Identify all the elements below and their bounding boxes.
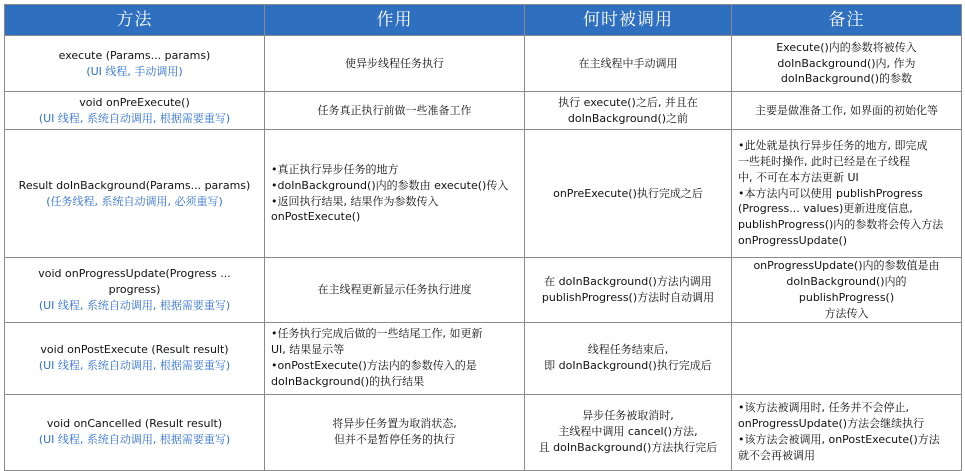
when-line: doInBackground()之前	[567, 111, 689, 125]
method-signature: void onPostExecute (Result result)	[40, 343, 229, 357]
when-cell	[525, 322, 732, 394]
remark-line: (Progress... values)更新进度信息,	[738, 202, 913, 216]
remark-line: doInBackground()内的 publishProgress()	[786, 274, 907, 304]
remark-line: Execute()内的参数将被传入	[776, 40, 917, 54]
method-cell	[5, 394, 265, 470]
method-thread-note: (UI 线程, 系统自动调用, 根据需要重写)	[38, 111, 231, 125]
header-purpose: 作用	[265, 5, 525, 36]
purpose-line: 将异步任务置为取消状态,	[332, 417, 457, 431]
when-line: 异步任务被取消时,	[582, 409, 674, 423]
method-signature: void onProgressUpdate(Progress ... progress)	[38, 266, 231, 296]
table-row	[5, 92, 962, 130]
method-thread-note: (UI 线程, 系统自动调用, 根据需要重写)	[38, 298, 231, 312]
purpose-cell	[265, 36, 525, 92]
purpose-cell	[265, 322, 525, 394]
remark-line: publishProgress()内的参数将会传入方法	[738, 218, 944, 232]
method-signature: Result doInBackground(Params... params)	[18, 178, 251, 192]
remark-line: doInBackground()的参数	[780, 72, 913, 86]
remark-line: doInBackground()内, 作为	[777, 56, 916, 70]
purpose-cell	[265, 394, 525, 470]
remark-cell	[732, 394, 962, 470]
purpose-line: •真正执行异步任务的地方	[271, 162, 399, 176]
remark-cell	[732, 322, 962, 394]
purpose-line: •任务执行完成后做的一些结尾工作, 如更新	[271, 327, 483, 341]
purpose-cell	[265, 92, 525, 130]
header-when: 何时被调用	[525, 5, 732, 36]
header-method: 方法	[5, 5, 265, 36]
purpose-line: •onPostExecute()方法内的参数传入的是	[271, 359, 477, 373]
asynctask-method-table	[4, 4, 962, 471]
when-line: 主线程中调用 cancel()方法,	[558, 425, 698, 439]
header-row	[5, 5, 962, 36]
when-cell	[525, 36, 732, 92]
when-cell	[525, 130, 732, 258]
remark-line: onProgressUpdate()方法会继续执行	[738, 417, 925, 431]
when-line: 线程任务结束后,	[587, 343, 669, 357]
method-cell	[5, 92, 265, 130]
purpose-line: •返回执行结果, 结果作为参数传入	[271, 194, 439, 208]
remark-line: •该方法被调用时, 任务并不会停止,	[738, 401, 909, 415]
when-line: 且 doInBackground()方法执行完后	[538, 441, 718, 455]
table-row	[5, 394, 962, 470]
method-cell	[5, 258, 265, 323]
purpose-line: doInBackground()的执行结果	[271, 375, 425, 389]
remark-line: 方法传入	[824, 306, 869, 320]
method-thread-note: (任务线程, 系统自动调用, 必须重写)	[46, 194, 223, 208]
remark-line: 中, 不可在本方法更新 UI	[738, 170, 859, 184]
when-line: onPreExecute()执行完成之后	[553, 186, 703, 200]
when-line: 执行 execute()之后, 并且在	[558, 95, 698, 109]
purpose-line: 但并不是暂停任务的执行	[334, 433, 455, 447]
method-cell	[5, 36, 265, 92]
when-cell	[525, 92, 732, 130]
remark-cell	[732, 92, 962, 130]
purpose-cell	[265, 130, 525, 258]
remark-cell	[732, 36, 962, 92]
when-cell	[525, 394, 732, 470]
method-thread-note: (UI 线程, 系统自动调用, 根据需要重写)	[38, 359, 231, 373]
method-thread-note: (UI 线程, 系统自动调用, 根据需要重写)	[38, 433, 231, 447]
purpose-line: •doInBackground()内的参数由 execute()传入	[271, 178, 509, 192]
method-signature: execute (Params... params)	[58, 48, 211, 62]
method-thread-note: (UI 线程, 手动调用)	[86, 64, 183, 78]
remark-line: 主要是做准备工作, 如界面的初始化等	[755, 103, 938, 117]
remark-line: •本方法内可以使用 publishProgress	[738, 186, 923, 200]
purpose-line: 使异步线程任务执行	[345, 56, 444, 70]
purpose-line: onPostExecute()	[271, 210, 361, 224]
method-signature: void onPreExecute()	[79, 95, 190, 109]
remark-line: •此处就是执行异步任务的地方, 即完成	[738, 138, 928, 152]
remark-line: 一些耗时操作, 此时已经是在子线程	[738, 154, 910, 168]
when-line: 在主线程中手动调用	[578, 56, 678, 70]
table-row	[5, 322, 962, 394]
remark-cell	[732, 258, 962, 323]
header-remark: 备注	[732, 5, 962, 36]
purpose-cell	[265, 258, 525, 323]
purpose-line: 任务真正执行前做一些准备工作	[317, 103, 472, 117]
when-line: 在 doInBackground()方法内调用	[544, 274, 712, 288]
table-row	[5, 258, 962, 323]
purpose-line: 在主线程更新显示任务执行进度	[317, 282, 472, 296]
remark-line: onProgressUpdate()	[738, 234, 848, 248]
remark-cell	[732, 130, 962, 258]
table-row	[5, 36, 962, 92]
remark-line: •该方法会被调用, onPostExecute()方法	[738, 433, 940, 447]
when-cell	[525, 258, 732, 323]
purpose-line: UI, 结果显示等	[271, 343, 345, 357]
method-cell	[5, 322, 265, 394]
remark-line: 就不会再被调用	[738, 449, 815, 463]
method-signature: void onCancelled (Result result)	[46, 417, 223, 431]
remark-line: onProgressUpdate()内的参数值是由	[753, 259, 940, 272]
method-cell	[5, 130, 265, 258]
table-row	[5, 130, 962, 258]
when-line: 即 doInBackground()执行完成后	[544, 359, 712, 373]
when-line: publishProgress()方法时自动调用	[541, 290, 715, 304]
